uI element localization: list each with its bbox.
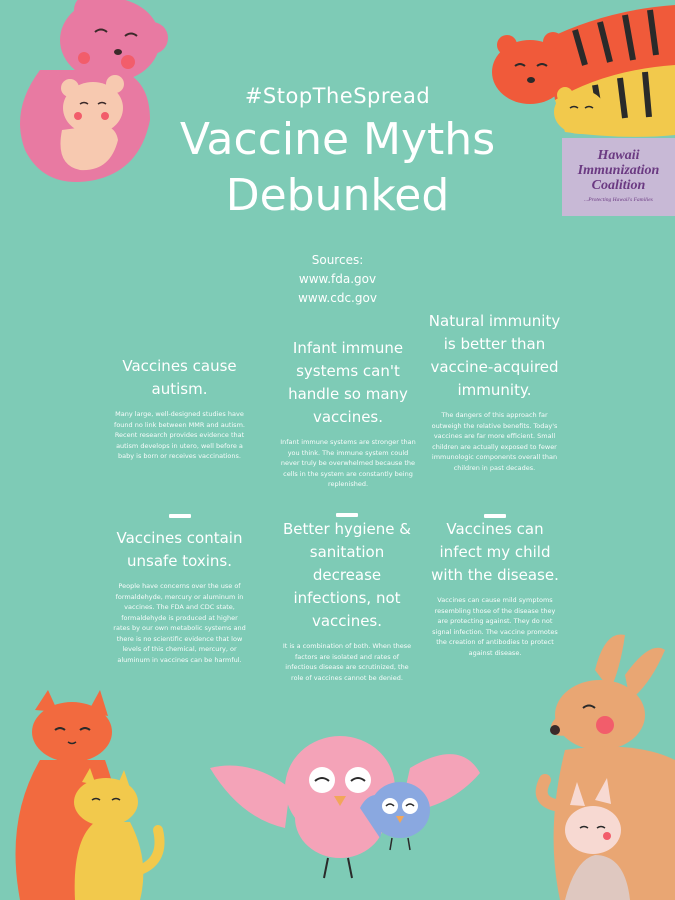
divider: [169, 514, 191, 518]
title-line-2: Debunked: [225, 170, 450, 221]
logo-line-2: Immunization: [577, 163, 660, 178]
source-link-fda[interactable]: www.fda.gov: [298, 272, 377, 286]
kangaroo-icon: [525, 630, 675, 900]
myth-body: The dangers of this approach far outweigh the relative benefits. Today's vaccines are far more efficient. Small children are actually exposed to fewer immunologic components overall than children in past decades.: [431, 411, 558, 472]
myth-card: [278, 337, 418, 490]
myth-body: Infant immune systems are stronger than you think. The immune system could never truly be overwhelmed because the cells in the system are constantly being replenished.: [280, 438, 416, 488]
myth-title: Vaccines cause autism.: [122, 357, 237, 398]
cat-icon: [0, 690, 170, 900]
myth-body: It is a combination of both. When these factors are isolated and rates of infectious disease are scrutinized, the role of vaccines cannot be denied.: [282, 642, 412, 682]
logo-line-3: Coalition: [591, 178, 646, 193]
sources: [0, 251, 675, 308]
myth-title: Natural immunity is better than vaccine-acquired immunity.: [428, 312, 561, 399]
hashtag: #StopTheSpread: [244, 84, 431, 108]
myth-card: [112, 355, 247, 462]
myth-card: [281, 518, 413, 683]
logo-line-1: Hawaii: [597, 148, 640, 163]
logo-tagline: ...Protecting Hawaii's Families: [584, 197, 653, 203]
source-link-cdc[interactable]: www.cdc.gov: [298, 291, 377, 305]
page-title: [0, 112, 675, 224]
owl-icon: [210, 718, 490, 888]
divider: [336, 513, 358, 517]
myth-title: Vaccines can infect my child with the disease.: [431, 520, 559, 584]
myth-title: Infant immune systems can't handle so many vaccines.: [288, 339, 408, 426]
myth-card: [112, 527, 247, 665]
title-line-1: Vaccine Myths: [179, 114, 496, 165]
myth-body: Many large, well-designed studies have found no link between MMR and autism. Recent research provides evidence that autism develops in utero, well before a baby is born or receives vaccinations.: [114, 410, 245, 460]
myth-card: [427, 310, 562, 473]
myth-body: Vaccines can cause mild symptoms resembling those of the disease they are protecting against. They do not signal infection. The vaccine promotes the creation of antibodies to protect against disease.: [432, 596, 558, 657]
sources-label: Sources:: [311, 253, 364, 267]
myth-body: People have concerns over the use of formaldehyde, mercury or aluminum in vaccines. The FDA and CDC state, formaldehyde is produced at higher rates by our own metabolic systems and there is no scientific evidence that low levels of this chemical, mercury, or aluminum in vaccines can be harmful.: [113, 582, 246, 664]
myth-title: Better hygiene & sanitation decrease infections, not vaccines.: [283, 520, 411, 630]
myth-title: Vaccines contain unsafe toxins.: [116, 529, 243, 570]
